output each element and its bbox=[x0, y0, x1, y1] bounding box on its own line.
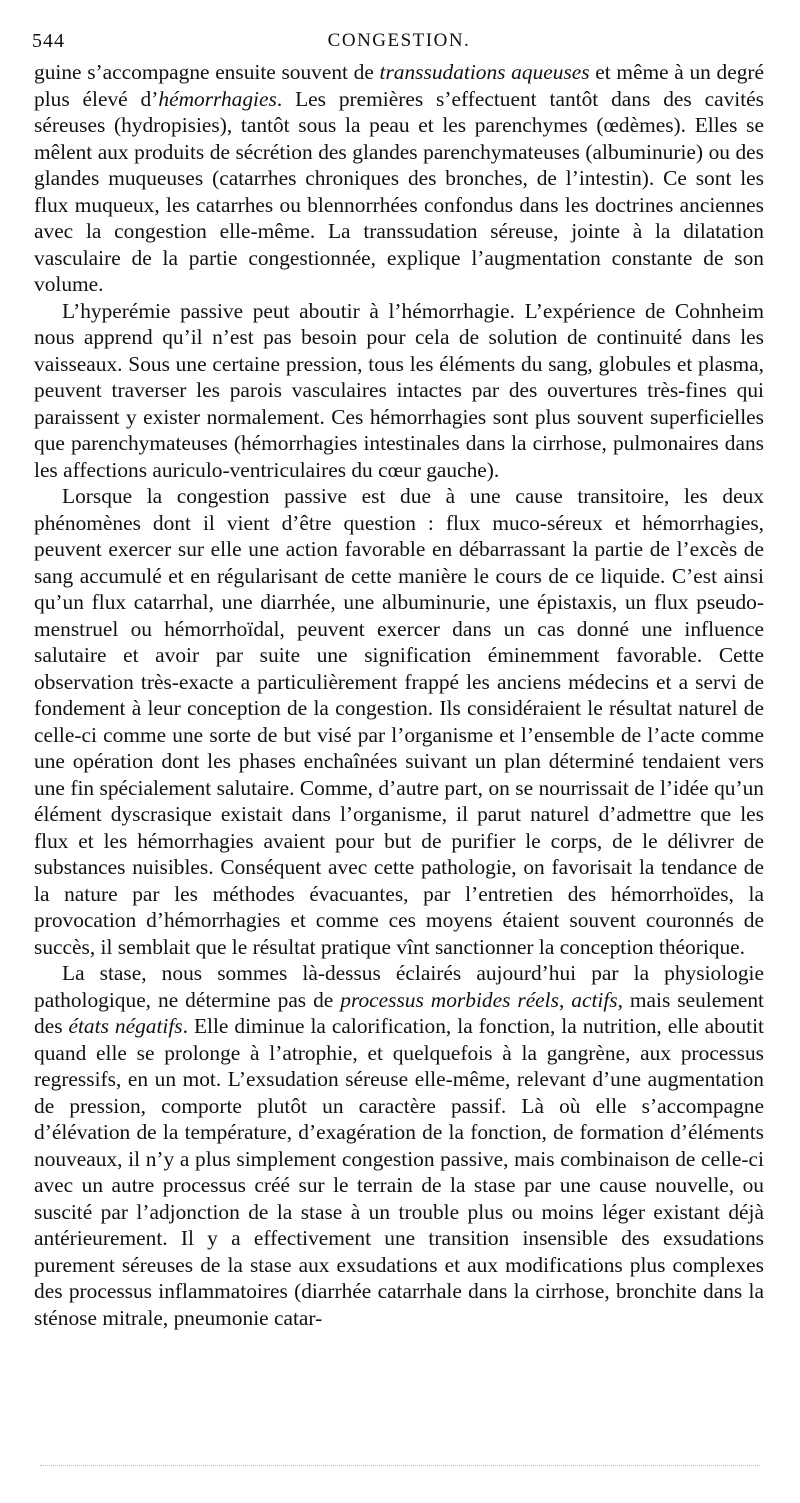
body-text bbox=[34, 59, 764, 1331]
text-run: Lorsque la congestion passive est due à une cause transitoire, les deux phénomènes dont il vient d’être question : flux muco-séreux et hémorrhagies, peuvent exercer sur elle une action favorable en débarrassant la partie de l’excès de sang accumulé et en régularisant de cette manière le cours de ce liquide. C’est ainsi qu’un flux catarrhal, une diarrhée, une albuminurie, une épistaxis, un flux pseudo-menstruel ou hémorrhoïdal, peuvent exercer dans un cas donné une influence salutaire et avoir par suite une signification éminemment favorable. Cette observation très-exacte a particulièrement frappé les anciens médecins et a servi de fondement à leur conception de la congestion. Ils considéraient le résultat naturel de celle-ci comme une sorte de but visé par l’organisme et l’ensemble de l’acte comme une opération dont les phases enchaînées suivant un plan déterminé tendaient vers une fin spécialement salutaire. Comme, d’autre part, on se nourrissait de l’idée qu’un élément dyscrasique existait dans l’organisme, il parut naturel d’admettre que les flux et les hémorrhagies avaient pour but de purifier le corps, de le délivrer de substances nuisibles. Conséquent avec cette pathologie, on favorisait la tendance de la nature par les méthodes évacuantes, par l’entretien des hémorrhoïdes, la provocation d’hémorrhagies et comme ces moyens étaient souvent couronnés de succès, il semblait que le résultat pratique vînt sanctionner la conception théorique. bbox=[34, 484, 764, 959]
paragraph bbox=[34, 960, 764, 1331]
paragraph bbox=[34, 298, 764, 484]
emphasis-text: transsudations aqueuses bbox=[379, 60, 590, 84]
text-run: et même à un degré plus élevé d’ bbox=[34, 60, 765, 111]
paragraph bbox=[34, 483, 764, 960]
emphasis-text: processus morbides réels, actifs bbox=[340, 987, 618, 1012]
emphasis-text: états négatifs bbox=[68, 1014, 183, 1038]
page-number: 544 bbox=[32, 30, 65, 52]
emphasis-text: hémorrhagies bbox=[158, 86, 277, 111]
text-run: . Les premières s’effectuent tantôt dans des cavités séreuses (hydropisies), tantôt sous la peau et les parenchymes (œdèmes). Elles se mêlent aux produits de sécrétion des glandes parenchymateuses (albuminurie) ou des glandes muqueuses (catarrhes chroniques des bronches, de l’intestin). Ce sont les flux muqueux, les catarrhes ou blennorrhées confondus dans les doctrines anciennes avec la congestion elle-même. La transsudation séreuse, jointe à la dilatation vasculaire de la partie congestionnée, explique l’augmentation constante de son volume. bbox=[34, 86, 764, 296]
running-title: CONGESTION. bbox=[327, 30, 471, 51]
text-run: La stase, nous sommes là-dessus éclairés aujourd’hui par la physiologie pathologique, ne détermine pas de bbox=[34, 961, 764, 1012]
text-run: guine s’accompagne ensuite souvent de bbox=[34, 60, 380, 84]
text-run: L’hyperémie passive peut aboutir à l’hémorrhagie. L’expérience de Cohnheim nous apprend qu’il n’est pas besoin pour cela de solution de continuité dans les vaisseaux. Sous une certaine pression, tous les éléments du sang, globules et plasma, peuvent traverser les parois vasculaires intactes par des ouvertures très-fines qui paraissent y exister normalement. Ces hémorrhagies sont plus souvent superficielles que parenchymateuses (hémorrhagies intestinales dans la cirrhose, pulmonaires dans les affections auriculo-ventriculaires du cœur gauche). bbox=[34, 298, 764, 482]
paragraph bbox=[34, 59, 764, 298]
text-run: . Elle diminue la calorification, la fonction, la nutrition, elle aboutit quand elle se prolonge à l’atrophie, et quelquefois à la gangrène, aux processus regressifs, en un mot. L’exsudation séreuse elle-même, relevant d’une augmentation de pression, comporte plutôt un caractère passif. Là où elle s’accompagne d’élévation de la température, d’exagération de la fonction, de formation d’éléments nouveaux, il n’y a plus simplement congestion passive, mais combinaison de celle-ci avec un autre processus créé sur le terrain de la stase par une cause nouvelle, ou suscité par l’adjonction de la stase à un trouble plus ou moins léger existant déjà antérieurement. Il y a effectivement une transition insensible des exsudations purement séreuses de la stase aux exsudations et aux modifications plus complexes des processus inflammatoires (diarrhée catarrhale dans la cirrhose, bronchite dans la sténose mitrale, pneumonie catar- bbox=[34, 1014, 764, 1330]
footer-rule bbox=[40, 1465, 760, 1466]
text-run: , mais seulement des bbox=[34, 987, 764, 1038]
page-header bbox=[32, 30, 766, 60]
